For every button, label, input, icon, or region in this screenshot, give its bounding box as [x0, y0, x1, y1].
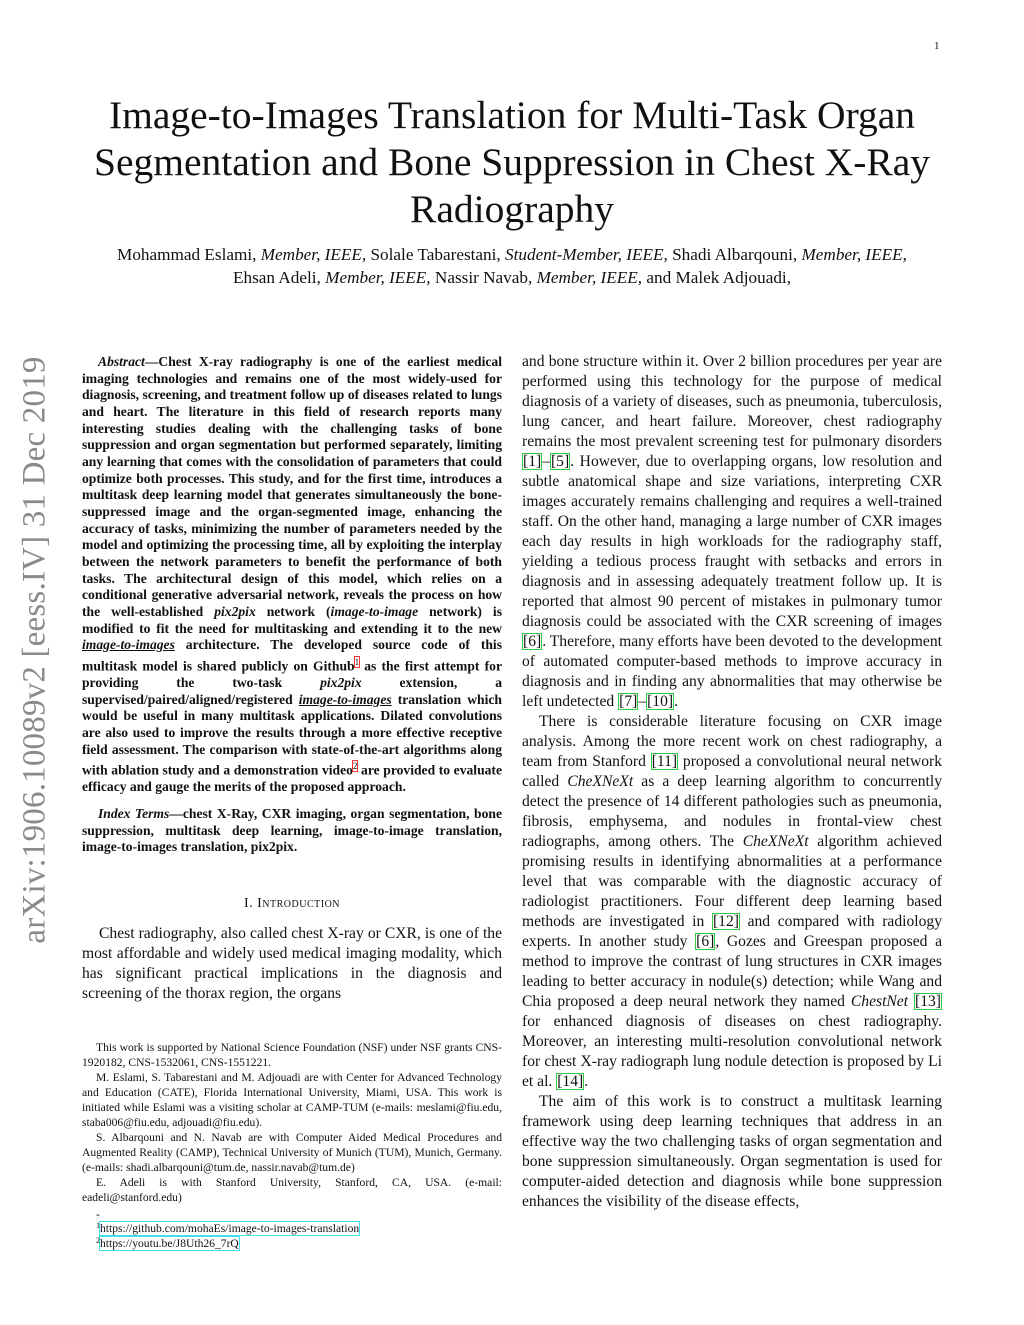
- intro-paragraph: [522, 712, 942, 1092]
- text-run: and bone structure within it. Over 2 billion procedures per year are performed using this technology for the purpose of medical diagnosis of a variety of diseases, such as pneumonia, tuberculosis, lung cancer, and heart failure. Moreover, chest radiography remains the most prevalent screening test for pulmonary disorders: [522, 353, 942, 450]
- emphasized-text: CheXNeXt: [742, 833, 809, 850]
- text-run: extension, a supervised/paired/aligned/registered: [82, 675, 502, 707]
- text-run: .: [584, 1073, 589, 1090]
- citation-link[interactable]: [5]: [550, 453, 570, 470]
- section-title: Introduction: [257, 896, 341, 912]
- footnote-affiliation: E. Adeli is with Stanford University, Stanford, CA, USA. (e-mail: eadeli@stanford.edu): [82, 1176, 502, 1204]
- left-column: [82, 354, 502, 1004]
- emphasized-text: Abstract: [98, 354, 145, 369]
- text-run: network) is modified to fit the need for multitasking and extending it to the new: [82, 603, 502, 636]
- text-run: as a deep learning algorithm to concurrently detect the presence of 14 different pathologies such as pneumonia, fibrosis, emphysema, and nodules in frontal-view chest radiographs, among others. The: [522, 773, 942, 850]
- text-run: , Gozes and Greespan proposed a method to improve the contrast of lung structures in CXR images leading to better accuracy in nodule(s) detection; while Wang and Chia proposed a deep neural network they named: [522, 933, 943, 1010]
- text-run: . Therefore, many efforts have been devoted to the development of automated computer-based methods to improve accuracy in diagnosis and in finding any abnormalities that may otherwise be left undetected: [522, 633, 942, 710]
- section-heading-introduction: [82, 896, 502, 912]
- footnote-mark: 2: [96, 1236, 100, 1245]
- text-run: for enhanced diagnosis of diseases on chest radiography. Moreover, an interesting multi-resolution convolutional network for chest X-ray radiograph lung nodule detection is proposed by Li et al.: [522, 1013, 942, 1090]
- paper-title: Image-to-Images Translation for Multi-Task Organ Segmentation and Bone Suppression in Chest X-Ray Radiography: [94, 93, 930, 231]
- emphasized-text: pix2pix: [214, 603, 256, 619]
- text-run: There is considerable literature focusing on CXR image analysis. Among the more recent work on chest radiography, a team from Stanford: [522, 713, 942, 770]
- text-run: proposed a convolutional neural network called: [522, 753, 942, 790]
- citation-link[interactable]: [7]: [619, 693, 638, 710]
- footnote-funding: This work is supported by National Science Foundation (NSF) under NSF grants CNS- 1920182, CNS-1532061, CNS-1551221.: [82, 1041, 502, 1069]
- footnote-1: [82, 1221, 502, 1236]
- footnote-separator: -: [96, 1208, 100, 1221]
- arxiv-identifier-watermark: arXiv:1906.10089v2 [eess.IV] 31 Dec 2019: [16, 356, 53, 944]
- citation-link[interactable]: [12]: [712, 913, 739, 930]
- citation-link[interactable]: [11]: [651, 753, 678, 770]
- section-number: I.: [243, 896, 254, 912]
- text-run: –: [638, 693, 647, 710]
- text-run: The aim of this work is to construct a multitask learning framework using deep learning techniques that address in an effective way the two challenging tasks of organ segmentation and bone suppression simultaneously. Organ segmentation is used for computer-aided detection and diagnosis while bone suppression enhances the visibility of the disease effects,: [522, 1093, 942, 1210]
- citation-link[interactable]: [10]: [647, 693, 674, 710]
- abstract: [82, 354, 502, 796]
- emphasized-text: ChestNet: [850, 993, 909, 1010]
- footnote-affiliation: S. Albarqouni and N. Navab are with Computer Aided Medical Procedures and Augmented Reality (CAMP), Technical University of Munich (TUM), Munich, Germany. (e-mails: shadi.albarqouni@tum.de, nassir.navab@tum.de): [82, 1131, 502, 1174]
- author-name: Mohammad Eslami,: [117, 245, 257, 264]
- author-role: Member, IEEE,: [325, 268, 431, 287]
- text-run: —Chest X-ray radiography is one of the earliest medical imaging technologies and remains one of the most widely-used for diagnosis, screening, and treatment follow up of diseases related to lungs and heart. The literature in this field of research reports many interesting studies dealing with the challenging tasks of bone suppression and organ segmentation but performed separately, limiting any learning that comes with the consolidation of parameters that could optimize both processes. This study, and for the first time, introduces a multitask deep learning model that generates simultaneously the bone-suppressed image and the organ-segmented image, enhancing the accuracy of tasks, minimizing the number of parameters needed by the model and optimizing the processing time, all by exploiting the interplay between the network parameters to benefit the performance of both tasks. The architectural design of this model, which relies on a conditional generative adversarial network, reveals the process on how the well-established: [82, 354, 502, 619]
- author-role: Student-Member, IEEE,: [505, 245, 668, 264]
- emphasized-text: image-to-image: [330, 603, 419, 619]
- video-link[interactable]: https://youtu.be/J8Uth26_7rQ: [100, 1237, 239, 1250]
- footnote-mark: 1: [96, 1221, 100, 1230]
- footnote-link[interactable]: 2: [352, 761, 358, 772]
- text-run: —chest X-Ray, CXR imaging, organ segmentation, bone suppression, multitask deep learning, image-to-image translation, image-to-images translation, pix2pix.: [82, 806, 502, 855]
- index-terms: [82, 806, 502, 856]
- text-run: and compared with radiology experts. In another study: [522, 913, 943, 950]
- author-name: Nassir Navab,: [434, 268, 533, 287]
- author-name: Ehsan Adeli,: [232, 268, 321, 287]
- intro-paragraph: [522, 352, 942, 712]
- author-name: and Malek Adjouadi,: [646, 268, 791, 287]
- text-run: Chest radiography, also called chest X-ray or CXR, is one of the most affordable and widely used medical imaging modality, which has significant practical implications in the diagnosis and screening of the thorax region, the organs: [82, 925, 502, 1003]
- intro-paragraph: [522, 1092, 942, 1212]
- text-run: network (: [255, 603, 331, 619]
- text-run: architecture. The developed source code of this multitask model is shared publicly on Github: [82, 637, 502, 674]
- emphasized-text: Index Terms: [98, 806, 170, 822]
- text-run: translation which would be useful in many multitask applications. Dilated convolutions are also used to improve the results through a more effective receptive field assessment. The comparison with state-of-the-art algorithms along with ablation study and a demonstration video: [82, 691, 502, 778]
- citation-link[interactable]: [13]: [915, 993, 941, 1010]
- text-run: –: [542, 453, 550, 470]
- emphasized-text: CheXNeXt: [567, 773, 634, 790]
- citation-link[interactable]: [6]: [523, 633, 542, 650]
- page-number: 1: [934, 40, 940, 52]
- author-name: Shadi Albarqouni,: [672, 245, 798, 264]
- author-name: Solale Tabarestani,: [370, 245, 501, 264]
- emphasized-text: image-to-images: [82, 637, 175, 653]
- text-run: .: [674, 693, 678, 710]
- text-run: . However, due to overlapping organs, low resolution and subtle anatomical shape and size variations, interpreting CXR images accurately remains challenging and requires a well-trained staff. On the other hand, managing a large number of CXR images each day results in high workloads for the radiography staff, yielding a tedious process fraught with setbacks and errors in diagnosis and in assessing adequately treatment follow up. It is reported that almost 90 percent of mistakes in pulmonary tumor diagnosis could be associated with the CXR screening of images: [522, 453, 942, 630]
- footnote-affiliation: M. Eslami, S. Tabarestani and M. Adjouadi are with Center for Advanced Technology and Education (CATE), Florida International University, Miami, USA. This work is initiated while Eslami was a visiting scholar at CAMP-TUM (e-mails: meslami@fiu.edu, staba006@fiu.edu, adjouadi@fiu.edu).: [82, 1071, 502, 1129]
- footnote-link[interactable]: 1: [354, 656, 360, 667]
- text-run: as the first attempt for providing the two-task: [82, 658, 502, 690]
- intro-paragraph: [82, 924, 502, 1004]
- right-column: [522, 352, 942, 1212]
- emphasized-text: image-to-images: [298, 691, 392, 707]
- author-role: Member, IEEE,: [801, 245, 907, 264]
- citation-link[interactable]: [14]: [557, 1073, 584, 1090]
- github-link[interactable]: https://github.com/mohaEs/image-to-images-translation: [100, 1222, 360, 1235]
- author-role: Member, IEEE,: [260, 245, 367, 264]
- text-run: algorithm achieved promising results in identifying abnormalities at a performance level that was comparable with the diagnostic accuracy of radiologist practitioners. Four different deep learning based methods are investigated in: [522, 833, 943, 930]
- citation-link[interactable]: [1]: [523, 453, 542, 470]
- footnote-2: [82, 1236, 502, 1251]
- author-list: [60, 243, 964, 289]
- footnotes: [82, 1040, 502, 1251]
- text-run: are provided to evaluate efficacy and gauge the merits of the proposed approach.: [82, 762, 502, 795]
- emphasized-text: pix2pix: [320, 675, 362, 690]
- citation-link[interactable]: [6]: [696, 933, 715, 950]
- author-role: Member, IEEE,: [536, 268, 643, 287]
